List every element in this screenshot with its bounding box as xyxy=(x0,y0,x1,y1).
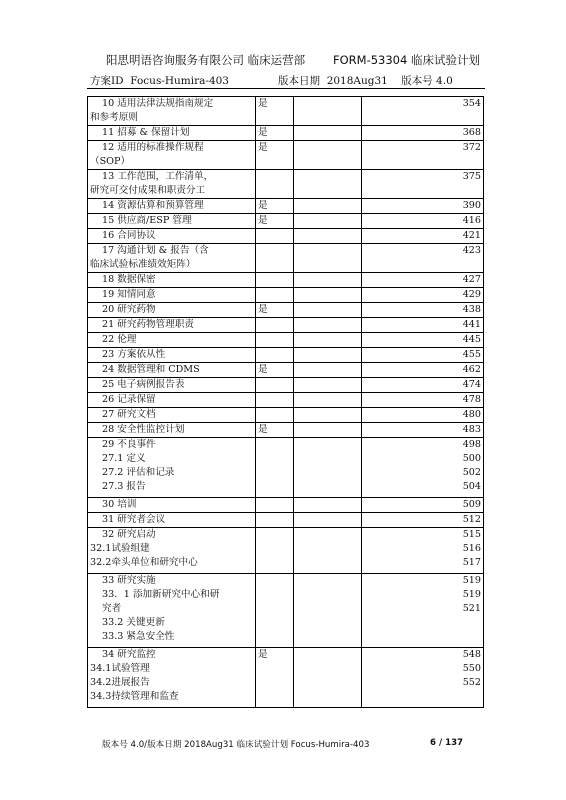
footer-text: 版本号 4.0/版本日期 2018Aug31 临床试验计划 Focus-Humira-403 xyxy=(102,740,370,750)
toc-blank xyxy=(294,408,362,423)
toc-flag: 是 xyxy=(256,648,294,708)
version-label: 版本号 xyxy=(401,75,433,87)
toc-page-line xyxy=(364,616,481,630)
toc-item xyxy=(88,498,256,513)
toc-row xyxy=(88,229,484,244)
toc-item-line: 27.1 定义 xyxy=(102,453,146,464)
toc-blank xyxy=(294,318,362,333)
toc-row xyxy=(88,199,484,214)
toc-page-line: 552 xyxy=(462,677,481,688)
toc-page: 483 xyxy=(362,423,484,438)
toc-page-line: 502 xyxy=(462,467,481,478)
toc-flag xyxy=(256,318,294,333)
toc-item xyxy=(88,363,256,378)
toc-row xyxy=(88,528,484,574)
toc-page-line: 517 xyxy=(462,557,481,568)
form-title: FORM-53304 临床试验计划 xyxy=(333,53,480,67)
toc-table xyxy=(87,96,484,708)
toc-flag xyxy=(256,244,294,273)
version-date: 2018Aug31 xyxy=(326,75,388,87)
toc-page xyxy=(362,528,484,574)
toc-row xyxy=(88,170,484,199)
toc-item-line: 临床试验标准绩效矩阵） xyxy=(90,259,196,270)
toc-page-line: 500 xyxy=(462,453,481,464)
toc-page: 423 xyxy=(362,244,484,273)
toc-page: 438 xyxy=(362,303,484,318)
toc-item-line: 24 数据管理和 CDMS xyxy=(102,364,200,375)
toc-row xyxy=(88,244,484,273)
toc-item-line: 14 资源估算和预算管理 xyxy=(102,200,204,211)
toc-item xyxy=(88,199,256,214)
toc-blank xyxy=(294,97,362,126)
toc-item-line: 23 方案依从性 xyxy=(102,349,166,360)
toc-item xyxy=(88,408,256,423)
toc-item xyxy=(88,126,256,141)
toc-item xyxy=(88,648,256,708)
toc-blank xyxy=(294,648,362,708)
toc-page-line: 516 xyxy=(462,543,481,554)
toc-page xyxy=(362,438,484,498)
toc-page-line: 548 xyxy=(462,649,481,660)
toc-blank xyxy=(294,438,362,498)
toc-blank xyxy=(294,333,362,348)
toc-page: 509 xyxy=(362,498,484,513)
toc-blank xyxy=(294,303,362,318)
toc-page-line: 519 xyxy=(462,575,481,586)
toc-item xyxy=(88,303,256,318)
toc-page-line: 521 xyxy=(462,603,481,614)
page-number: 6 / 137 xyxy=(430,738,464,748)
toc-item xyxy=(88,214,256,229)
toc-row xyxy=(88,126,484,141)
toc-item xyxy=(88,393,256,408)
toc-flag: 是 xyxy=(256,214,294,229)
toc-page: 512 xyxy=(362,513,484,528)
toc-page: 429 xyxy=(362,288,484,303)
toc-flag xyxy=(256,408,294,423)
toc-row xyxy=(88,348,484,363)
toc-flag xyxy=(256,288,294,303)
toc-row xyxy=(88,273,484,288)
toc-page-line: 515 xyxy=(462,529,481,540)
toc-blank xyxy=(294,423,362,438)
toc-flag: 是 xyxy=(256,423,294,438)
toc-item-line: 26 记录保留 xyxy=(102,394,156,405)
toc-flag: 是 xyxy=(256,97,294,126)
toc-item-line: 29 不良事件 xyxy=(102,439,156,450)
toc-flag xyxy=(256,170,294,199)
toc-item xyxy=(88,244,256,273)
toc-page: 462 xyxy=(362,363,484,378)
toc-item xyxy=(88,97,256,126)
protocol-id: Focus-Humira-403 xyxy=(130,75,229,87)
toc-blank xyxy=(294,574,362,648)
toc-item xyxy=(88,528,256,574)
toc-item-line: 27.2 评估和记录 xyxy=(102,467,175,478)
toc-item-line: 34.1试验管理 xyxy=(90,663,150,674)
toc-item-line: 30 培训 xyxy=(102,499,137,510)
toc-flag xyxy=(256,229,294,244)
protocol-id-line xyxy=(90,73,229,88)
toc-item xyxy=(88,170,256,199)
toc-item-line: 32.1试验组建 xyxy=(90,543,150,554)
toc-item-line: 27 研究文档 xyxy=(102,409,156,420)
toc-item xyxy=(88,273,256,288)
toc-row xyxy=(88,498,484,513)
version-line xyxy=(278,73,453,88)
toc-page: 390 xyxy=(362,199,484,214)
version-number: 4.0 xyxy=(436,75,453,87)
toc-row xyxy=(88,214,484,229)
toc-item-line: 15 供应商/ESP 管理 xyxy=(102,215,192,226)
toc-item-line: 32 研究启动 xyxy=(102,529,156,540)
toc-blank xyxy=(294,528,362,574)
toc-item-line: 21 研究药物管理职责 xyxy=(102,319,195,330)
toc-item-line: 33．1 添加新研究中心和研 xyxy=(102,589,220,600)
toc-row xyxy=(88,288,484,303)
toc-item-line: 究者 xyxy=(102,603,122,614)
toc-row xyxy=(88,97,484,126)
toc-item xyxy=(88,333,256,348)
toc-item-line: 28 安全性监控计划 xyxy=(102,424,185,435)
toc-item-line: 研究可交付成果和职责分工 xyxy=(90,185,206,196)
toc-flag xyxy=(256,513,294,528)
toc-page-line: 498 xyxy=(462,439,481,450)
toc-flag: 是 xyxy=(256,199,294,214)
toc-item-line: 17 沟通计划 & 报告（含 xyxy=(102,245,209,256)
toc-flag: 是 xyxy=(256,126,294,141)
toc-page: 421 xyxy=(362,229,484,244)
toc-item-line: 34 研究监控 xyxy=(102,649,156,660)
protocol-label: 方案ID xyxy=(90,75,124,87)
toc-page: 372 xyxy=(362,141,484,170)
toc-row xyxy=(88,303,484,318)
toc-item xyxy=(88,141,256,170)
toc-item-line: （SOP） xyxy=(90,156,131,167)
toc-item-line: 10 适用法律法规指南规定 xyxy=(102,98,214,109)
toc-item-line: 和参考原则 xyxy=(90,112,138,123)
toc-page: 478 xyxy=(362,393,484,408)
toc-row xyxy=(88,408,484,423)
toc-item-line: 27.3 报告 xyxy=(102,481,146,492)
toc-flag: 是 xyxy=(256,303,294,318)
toc-item-line: 33.2 关键更新 xyxy=(102,617,165,628)
toc-blank xyxy=(294,513,362,528)
toc-item-line: 18 数据保密 xyxy=(102,274,156,285)
toc-row xyxy=(88,423,484,438)
toc-flag xyxy=(256,333,294,348)
toc-row xyxy=(88,363,484,378)
toc-flag xyxy=(256,393,294,408)
toc-page: 474 xyxy=(362,378,484,393)
toc-page: 427 xyxy=(362,273,484,288)
toc-item-line: 16 合同协议 xyxy=(102,230,156,241)
toc-row xyxy=(88,378,484,393)
toc-blank xyxy=(294,498,362,513)
toc-blank xyxy=(294,229,362,244)
toc-row xyxy=(88,393,484,408)
toc-item-line: 33.3 紧急安全性 xyxy=(102,631,175,642)
toc-row xyxy=(88,513,484,528)
toc-flag xyxy=(256,438,294,498)
toc-item-line: 33 研究实施 xyxy=(102,575,156,586)
toc-flag: 是 xyxy=(256,363,294,378)
toc-item-line: 34.2进展报告 xyxy=(90,677,150,688)
toc-row xyxy=(88,574,484,648)
toc-page-line xyxy=(364,630,481,644)
toc-blank xyxy=(294,288,362,303)
toc-row xyxy=(88,141,484,170)
toc-flag xyxy=(256,348,294,363)
toc-page: 368 xyxy=(362,126,484,141)
toc-blank xyxy=(294,273,362,288)
toc-item-line: 32.2牵头单位和研究中心 xyxy=(90,557,198,568)
toc-flag xyxy=(256,574,294,648)
toc-page xyxy=(362,648,484,708)
toc-page-line xyxy=(364,690,481,704)
toc-flag xyxy=(256,528,294,574)
toc-item-line: 13 工作范围，工作清单， xyxy=(102,171,214,182)
toc-blank xyxy=(294,348,362,363)
toc-row xyxy=(88,648,484,708)
toc-flag xyxy=(256,378,294,393)
toc-blank xyxy=(294,363,362,378)
toc-row xyxy=(88,333,484,348)
toc-item-line: 20 研究药物 xyxy=(102,304,156,315)
toc-flag: 是 xyxy=(256,141,294,170)
header-rule xyxy=(87,88,485,89)
version-date-label: 版本日期 xyxy=(278,75,320,87)
toc-item-line: 31 研究者会议 xyxy=(102,514,166,525)
toc-page-line: 550 xyxy=(462,663,481,674)
toc-page: 354 xyxy=(362,97,484,126)
toc-blank xyxy=(294,126,362,141)
toc-page: 445 xyxy=(362,333,484,348)
toc-item xyxy=(88,288,256,303)
toc-blank xyxy=(294,393,362,408)
toc-item-line: 19 知情同意 xyxy=(102,289,156,300)
toc-item xyxy=(88,438,256,498)
toc-page: 480 xyxy=(362,408,484,423)
toc-item xyxy=(88,318,256,333)
toc-blank xyxy=(294,378,362,393)
toc-item xyxy=(88,423,256,438)
toc-page: 416 xyxy=(362,214,484,229)
toc-item-line: 12 适用的标准操作规程 xyxy=(102,142,204,153)
toc-item-line: 22 伦理 xyxy=(102,334,137,345)
toc-item xyxy=(88,229,256,244)
company-name: 阳思明语咨询服务有限公司 临床运营部 xyxy=(106,53,306,67)
toc-item xyxy=(88,348,256,363)
toc-row xyxy=(88,318,484,333)
toc-item-line: 25 电子病例报告表 xyxy=(102,379,185,390)
toc-blank xyxy=(294,199,362,214)
toc-item-line: 34.3持续管理和监查 xyxy=(90,691,179,702)
toc-item xyxy=(88,513,256,528)
toc-item xyxy=(88,574,256,648)
toc-page: 455 xyxy=(362,348,484,363)
toc-row xyxy=(88,438,484,498)
toc-item-line: 11 招募 & 保留计划 xyxy=(102,127,190,138)
toc-page: 375 xyxy=(362,170,484,199)
toc-flag xyxy=(256,498,294,513)
toc-blank xyxy=(294,244,362,273)
toc-blank xyxy=(294,141,362,170)
toc-blank xyxy=(294,170,362,199)
toc-item xyxy=(88,378,256,393)
toc-page-line: 519 xyxy=(462,589,481,600)
toc-page-line: 504 xyxy=(462,481,481,492)
toc-flag xyxy=(256,273,294,288)
toc-blank xyxy=(294,214,362,229)
toc-page: 441 xyxy=(362,318,484,333)
toc-page xyxy=(362,574,484,648)
